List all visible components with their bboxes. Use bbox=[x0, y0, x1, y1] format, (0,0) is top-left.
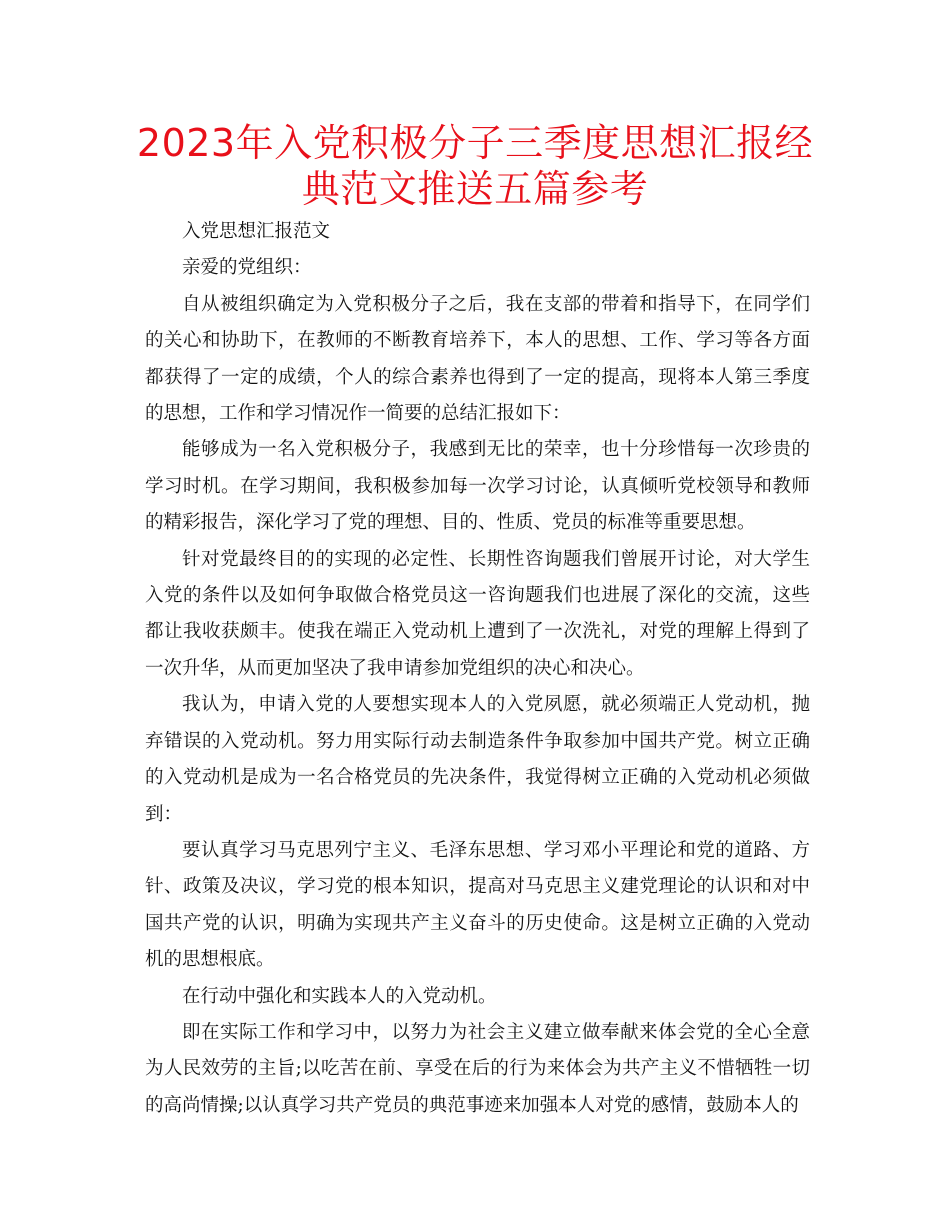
paragraph: 要认真学习马克思列宁主义、毛泽东思想、学习邓小平理论和党的道路、方针、政策及决议，学习党的根本知识，提高对马克思主义建党理论的认识和对中国共产党的认识，明确为实现共产主义奋斗的历史使命。这是树立正确的入党动机的思想根底。 bbox=[145, 839, 810, 971]
paragraph: 我认为，申请入党的人要想实现本人的入党夙愿，就必须端正人党动机，抛弃错误的入党动机。努力用实际行动去制造条件争取参加中国共产党。树立正确的入党动机是成为一名合格党员的先决条件，我觉得树立正确的入党动机必须做到： bbox=[145, 694, 810, 825]
document-title: 2023年入党积极分子三季度思想汇报经典范文推送五篇参考 bbox=[136, 121, 814, 211]
paragraph: 即在实际工作和学习中，以努力为社会主义建立做奉献来体会党的全心全意为人民效劳的主旨;以吃苦在前、享受在后的行为来体会为共产主义不惜牺牲一切的高尚情操;以认真学习共产党员的典范事迹来加强本人对党的感情，鼓励本人的 bbox=[145, 1021, 810, 1116]
paragraph: 针对党最终目的的实现的必定性、长期性咨询题我们曾展开讨论，对大学生入党的条件以及如何争取做合格党员这一咨询题我们也进展了深化的交流，这些都让我收获颇丰。使我在端正入党动机上遭到了一次洗礼，对党的理解上得到了一次升华，从而更加坚决了我申请参加党组织的决心和决心。 bbox=[145, 548, 810, 679]
paragraph: 能够成为一名入党积极分子，我感到无比的荣幸，也十分珍惜每一次珍贵的学习时机。在学习期间，我积极参加每一次学习讨论，认真倾听党校领导和教师的精彩报告，深化学习了党的理想、目的、性质、党员的标准等重要思想。 bbox=[145, 439, 810, 534]
paragraph-salutation: 亲爱的党组织： bbox=[182, 257, 312, 279]
paragraph: 在行动中强化和实践本人的入党动机。 bbox=[182, 985, 497, 1007]
paragraph: 自从被组织确定为入党积极分子之后，我在支部的带着和指导下，在同学们的关心和协助下，在教师的不断教育培养下，本人的思想、工作、学习等各方面都获得了一定的成绩，个人的综合素养也得到了一定的提高，现将本人第三季度的思想，工作和学习情况作一简要的总结汇报如下： bbox=[145, 293, 810, 425]
document-body bbox=[145, 214, 810, 1124]
paragraph-heading: 入党思想汇报范文 bbox=[182, 221, 331, 242]
